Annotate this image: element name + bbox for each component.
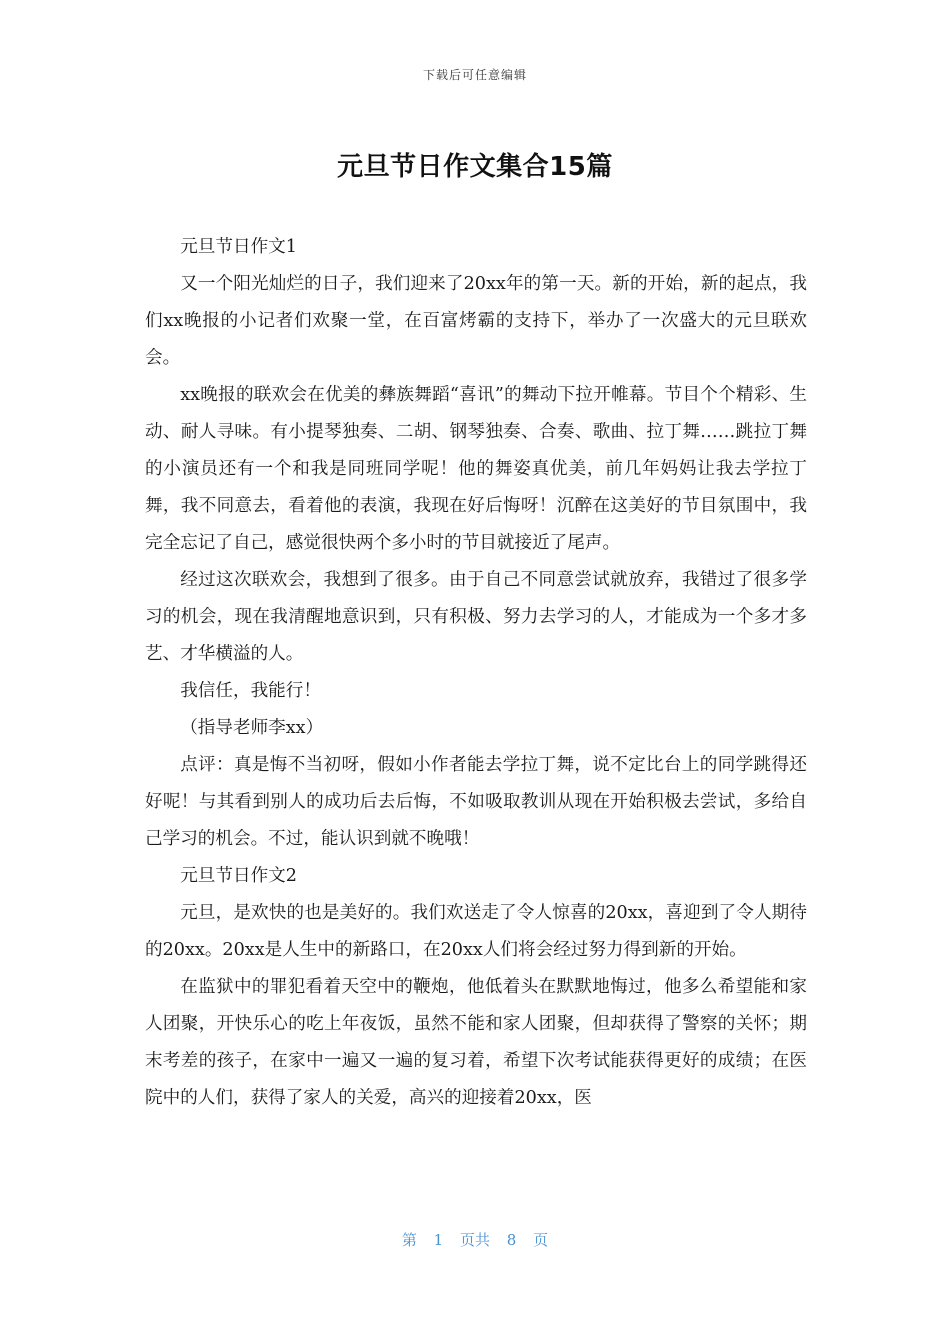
- page-number-footer: [0, 1229, 950, 1250]
- commentary-paragraph: 点评：真是悔不当初呀，假如小作者能去学拉丁舞，说不定比台上的同学跳得还好呢！与其看到别人的成功后去后悔，不如吸取教训从现在开始积极去尝试，多给自己学习的机会。不过，能认识到就不晚哦！: [145, 755, 807, 849]
- footer-current-page: 1: [433, 1231, 444, 1249]
- paragraph: 经过这次联欢会，我想到了很多。由于自己不同意尝试就放弃，我错过了很多学习的机会，现在我清醒地意识到，只有积极、努力去学习的人，才能成为一个多才多艺、才华横溢的人。: [145, 570, 807, 664]
- paragraph: 在监狱中的罪犯看着天空中的鞭炮，他低着头在默默地悔过，他多么希望能和家人团聚，开快乐心的吃上年夜饭，虽然不能和家人团聚，但却获得了警察的关怀；期末考差的孩子，在家中一遍又一遍的复习着，希望下次考试能获得更好的成绩；在医院中的人们，获得了家人的关爱，高兴的迎接着20xx，医: [145, 977, 807, 1108]
- teacher-note: （指导老师李xx）: [180, 718, 324, 738]
- section-heading-essay-1: 元旦节日作文1: [180, 237, 297, 257]
- footer-label-end: 页: [533, 1231, 549, 1249]
- paragraph: 我信任，我能行！: [180, 681, 321, 701]
- footer-total-pages: 8: [506, 1231, 517, 1249]
- header-note: 下载后可任意编辑: [422, 68, 527, 82]
- footer-label-page: 第: [401, 1231, 417, 1249]
- paragraph: 元旦，是欢快的也是美好的。我们欢送走了令人惊喜的20xx，喜迎到了令人期待的20xx。20xx是人生中的新路口，在20xx人们将会经过努力得到新的开始。: [145, 903, 807, 960]
- paragraph: xx晚报的联欢会在优美的彝族舞蹈“喜讯”的舞动下拉开帷幕。节目个个精彩、生动、耐人寻味。有小提琴独奏、二胡、钢琴独奏、合奏、歌曲、拉丁舞……跳拉丁舞的小演员还有一个和我是同班同学呢！他的舞姿真优美，前几年妈妈让我去学拉丁舞，我不同意去，看着他的表演，我现在好后悔呀！沉醉在这美好的节目氛围中，我完全忘记了自己，感觉很快两个多小时的节目就接近了尾声。: [145, 385, 807, 553]
- section-heading-essay-2: 元旦节日作文2: [180, 866, 297, 886]
- paragraph: 又一个阳光灿烂的日子，我们迎来了20xx年的第一天。新的开始，新的起点，我们xx晚报的小记者们欢聚一堂，在百富烤霸的支持下，举办了一次盛大的元旦联欢会。: [145, 274, 807, 368]
- footer-label-total: 页共: [459, 1231, 490, 1249]
- document-body: [145, 229, 807, 1117]
- document-title: 元旦节日作文集合15篇: [337, 152, 613, 182]
